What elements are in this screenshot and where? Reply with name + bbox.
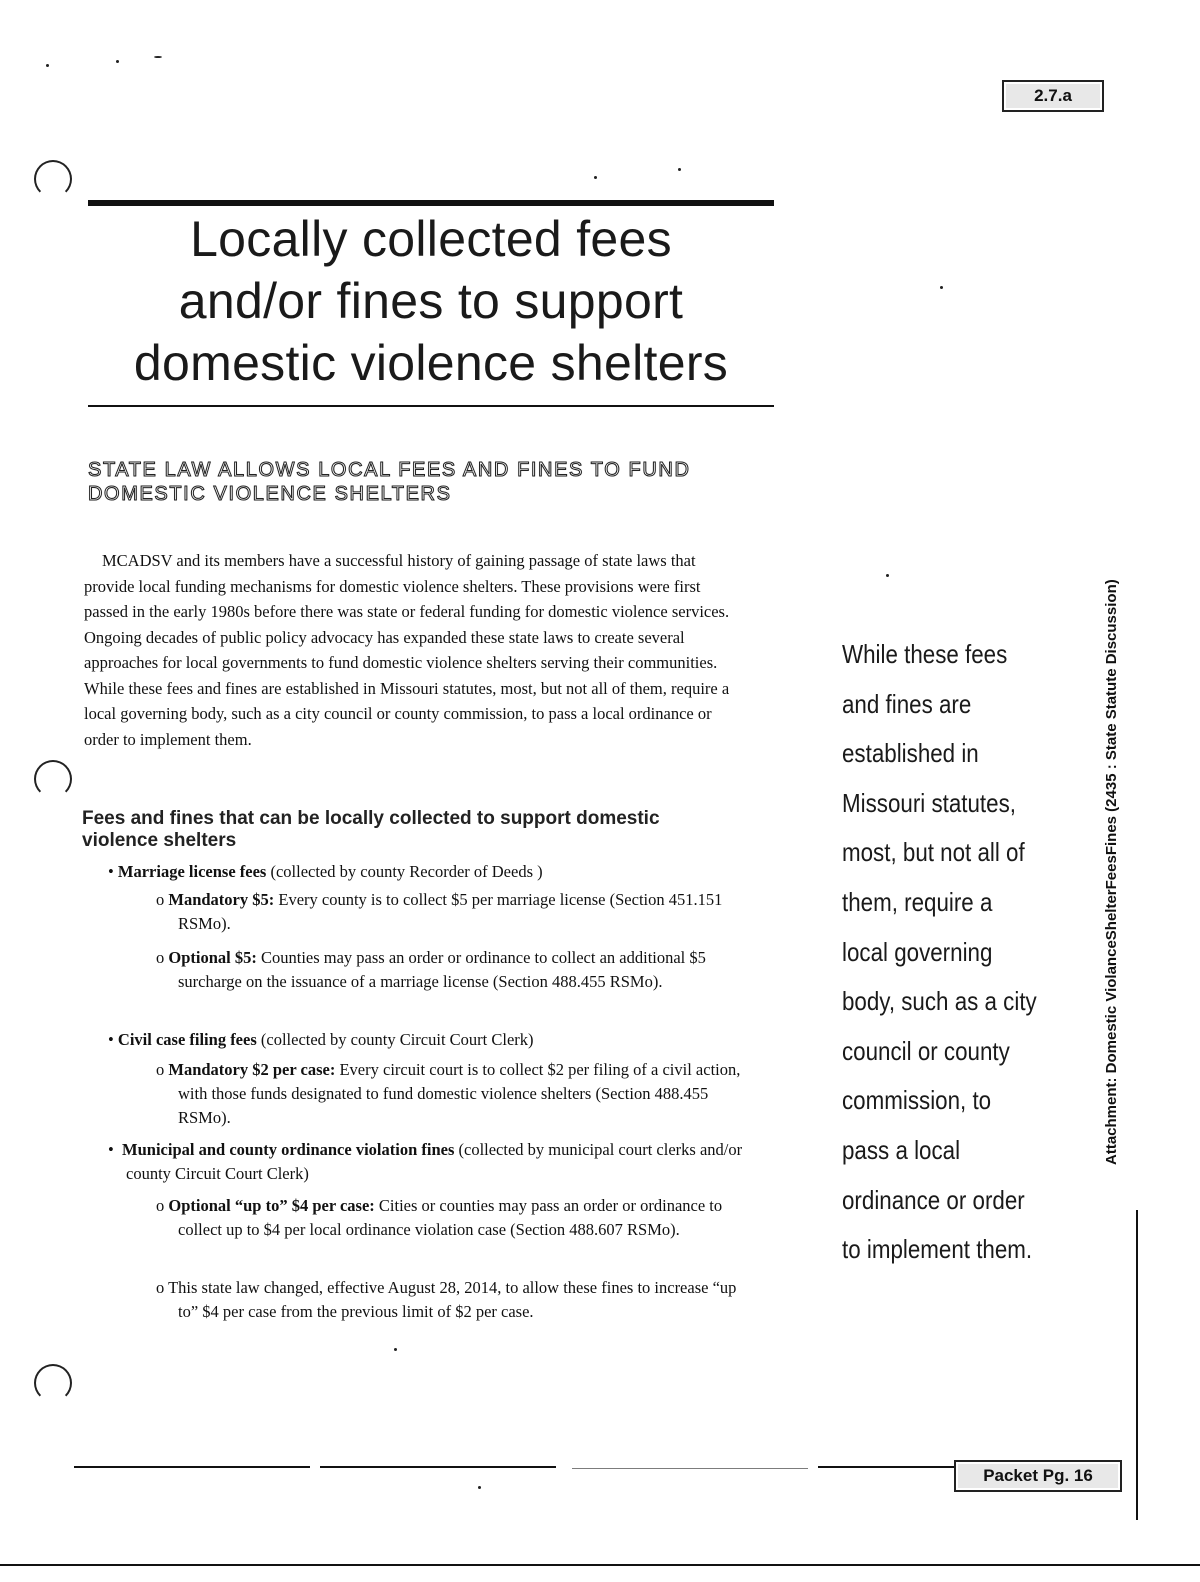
section-subheading: STATE LAW ALLOWS LOCAL FEES AND FINES TO FUND DOMESTIC VIOLENCE SHELTERS [88, 459, 691, 505]
sub-list-item: o Optional “up to” $4 per case: Cities or counties may pass an order or ordinance to collect up to $4 per local ordinance violation case (Section 488.607 RSMo). [156, 1196, 723, 1239]
packet-page-badge: Packet Pg. 16 [954, 1460, 1122, 1492]
list-item: • Marriage license fees (collected by county Recorder of Deeds ) [108, 862, 543, 881]
pull-quote: While these fees and fines are established in Missouri statutes, most, but not all of them, require a local governing body, such as a city council or county commission, to pass a local ordinance or order to implement them. [842, 639, 1037, 1265]
sub-list-item: o Optional $5: Counties may pass an order or ordinance to collect an additional $5 surcharge on the issuance of a marriage license (Section 488.455 RSMo). [156, 948, 706, 991]
title-rule-top [88, 200, 774, 206]
sub-list-item: o Mandatory $5: Every county is to collect $5 per marriage license (Section 451.151 RSMo). [156, 890, 723, 933]
document-title [88, 208, 774, 394]
scan-speck [678, 168, 681, 171]
sub-list-item: o This state law changed, effective August 28, 2014, to allow these fines to increase “up to” $4 per case from the previous limit of $2 per case. [156, 1278, 737, 1321]
binder-hole-icon [34, 1364, 72, 1402]
sub-list-item: o Mandatory $2 per case: Every circuit court is to collect $2 per filing of a civil action, with those funds designated to fund domestic violence shelters (Section 488.455 RSMo). [156, 1060, 741, 1127]
footer-rule [320, 1466, 556, 1468]
footer-rule [74, 1466, 310, 1468]
scan-speck [478, 1486, 481, 1489]
title-line: Locally collected fees [190, 211, 672, 267]
attachment-label: Attachment: Domestic ViolanceShelterFeesFines (2435 : State Statute Discussion) [1103, 579, 1120, 1165]
page-number-badge: 2.7.a [1002, 80, 1104, 112]
title-rule-bottom [88, 405, 774, 407]
binder-hole-icon [34, 160, 72, 198]
list-item: • Municipal and county ordinance violation fines (collected by municipal court clerks and/or county Circuit Court Clerk) [108, 1140, 743, 1183]
intro-paragraph: MCADSV and its members have a successful history of gaining passage of state laws that provide local funding mechanisms for domestic violence shelters. These provisions were first passed in the early 1980s before there was state or federal funding for domestic violence services. Ongoing decades of public policy advocacy has expanded these state laws to create several approaches for local governments to fund domestic violence shelters serving their communities. While these fees and fines are established in Missouri statutes, most, but not all of them, require a local governing body, such as a city council or county commission, to pass a local ordinance or order to implement them. [84, 551, 730, 749]
scan-speck [116, 60, 119, 63]
right-margin-rule [1136, 1210, 1138, 1520]
scan-speck [394, 1348, 397, 1351]
scan-speck [154, 56, 162, 58]
fees-section-title: Fees and fines that can be locally collected to support domestic violence shelters [82, 808, 660, 851]
title-line: and/or fines to support [178, 273, 684, 329]
binder-hole-icon [34, 760, 72, 798]
title-line: domestic violence shelters [133, 335, 729, 391]
scan-speck [886, 574, 889, 577]
list-item: • Civil case filing fees (collected by county Circuit Court Clerk) [108, 1030, 534, 1049]
page-bottom-edge [0, 1564, 1200, 1566]
scan-speck [940, 286, 943, 289]
scan-speck [594, 176, 597, 179]
footer-rule [572, 1468, 808, 1469]
footer-rule [818, 1466, 954, 1468]
scan-speck [46, 64, 49, 67]
